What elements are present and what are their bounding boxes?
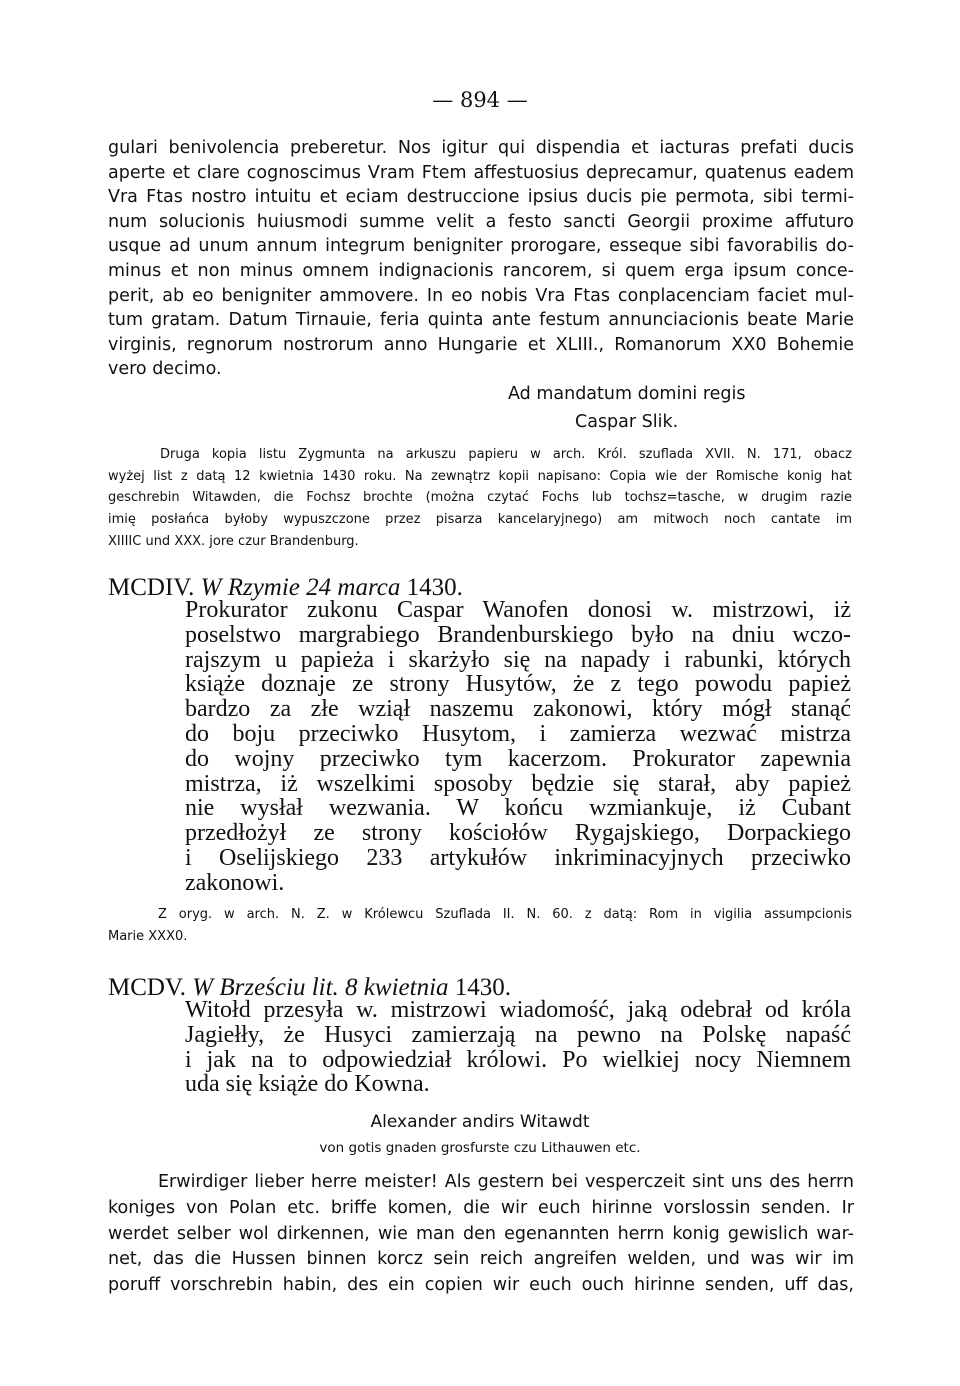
note-line: geschrebin Witawden, die Fochsz brochte (można czytać Fochs lub tochsz=tasche, w drugim razie — [108, 490, 852, 506]
page-number: — 894 — — [432, 88, 528, 112]
letter-sender-title: von gotis gnaden grosfurste czu Lithauwen etc. — [319, 1140, 641, 1156]
note-line: XIIIIC und XXX. jore czur Brandenburg. — [108, 533, 359, 549]
summary-line: poselstwo margrabiego Brandenburskiego było na dniu wczo- — [185, 622, 851, 648]
text-line: Erwirdiger lieber herre meister! Als gestern bei vesperczeit sint uns des herrn — [158, 1172, 854, 1192]
text-line: koniges von Polan etc. briffe komen, die wir euch hirinne vorslossin senden. Ir — [108, 1197, 854, 1218]
text-line: virginis, regnorum nostrorum anno Hungarie et XLIII., Romanorum XX0 Bohemie — [108, 334, 854, 355]
summary-line: bardzo za złe wziął naszemu zakonowi, który mógł stanąć — [185, 697, 851, 722]
text-line: vero decimo. — [108, 359, 222, 380]
text-line: Vra Ftas nostro intuitu et eciam destruccione ipsius ducis pie permota, sibi termi- — [108, 187, 854, 208]
entry-number: MCDV. — [108, 974, 187, 1001]
text-line: gulari benivolencia preberetur. Nos igitur qui dispendia et iacturas prefati ducis — [108, 138, 854, 158]
note-line: Marie XXX0. — [108, 928, 188, 944]
summary-line: uda się książe do Kowna. — [185, 1072, 430, 1098]
text-line: poruff vorschrebin habin, des ein copien wir euch ouch hirinne senden, uff das, — [108, 1275, 854, 1296]
note-line: wyżej list z datą 12 kwietnia 1430 roku. Na zewnątrz kopii napisano: Copia wie der Romische konig hat — [108, 468, 852, 484]
text-line: tum gratam. Datum Tirnauie, feria quinta ante festum annunciacionis beate Marie — [108, 310, 854, 331]
summary-line: rajszym u papieża i skarżyło się na napady i rabunki, których — [185, 647, 851, 673]
text-line: werdet selber wol dirkennen, wie man den egenannten herrn konig gewislich war- — [108, 1223, 854, 1244]
summary-line: przedłożył ze strony kościołów Rygajskiego, Dorpackiego — [185, 821, 851, 846]
entry-place-date: W Rzymie 24 marca — [200, 574, 401, 601]
signature-line-2: Caspar Slik. — [575, 412, 679, 432]
entry-summary — [185, 998, 851, 1097]
entry-year: 1430. — [454, 974, 512, 1001]
signature-line-1: Ad mandatum domini regis — [508, 384, 746, 404]
text-line: net, das die Hussen binnen korcz sein reich angreifen welden, und was wir im — [108, 1249, 854, 1270]
text-line: num solucionis huiusmodi summe velit a festo sancti Georgii proxime affuturo — [108, 211, 854, 232]
entry-year: 1430. — [406, 574, 463, 601]
letter-body — [108, 1170, 854, 1299]
note-line: Druga kopia listu Zygmunta na arkuszu papieru w arch. Król. szuflada XVII. N. 171, obacz — [160, 447, 852, 462]
editorial-note — [108, 444, 852, 553]
source-note — [108, 904, 852, 947]
summary-line: zakonowi. — [185, 870, 285, 896]
entry-summary — [185, 598, 851, 896]
latin-paragraph — [108, 136, 854, 382]
entry-number: MCDIV. — [108, 574, 195, 601]
entry-place-date: W Brześciu lit. 8 kwietnia — [192, 974, 449, 1001]
summary-line: Witołd przesyła w. mistrzowi wiadomość, jaką odebrał od króla — [185, 998, 851, 1023]
text-line: minus et non minus omnem indignacionis rancorem, si quem erga ipsum conce- — [108, 260, 854, 281]
summary-line: Jagiełły, że Husyci zamierzają na pewno na Polskę napaść — [185, 1022, 851, 1048]
text-line: perit, ab eo benigniter ammovere. In eo nobis Vra Ftas conplacenciam faciet mul- — [108, 285, 854, 306]
summary-line: i jak na to odpowiedział królowi. Po wielkiej nocy Niemnem — [185, 1047, 851, 1073]
summary-line: Prokurator zukonu Caspar Wanofen donosi w. mistrzowi, iż — [185, 598, 851, 623]
summary-line: nie wysłał wezwania. W końcu wzmiankuje, iż Cubant — [185, 796, 851, 822]
summary-line: książe doznaje ze strony Husytów, że z tego powodu papież — [185, 672, 851, 698]
summary-line: mistrza, iż wszelkimi sposoby będzie się starał, aby papież — [185, 771, 851, 797]
summary-line: i Oselijskiego 233 artykułów inkriminacyjnych przeciwko — [185, 845, 851, 871]
text-line: usque ad unum annum integrum benigniter prorogare, esseque sibi favorabilis do- — [108, 236, 854, 257]
summary-line: do wojny przeciwko tym kacerzom. Prokurator zapewnia — [185, 746, 851, 772]
note-line: Z oryg. w arch. N. Z. w Królewcu Szuflada II. N. 60. z datą: Rom in vigilia assumpcionis — [158, 907, 852, 922]
note-line: imię posłańca byłoby wypuszczone przez pisarza kancelaryjnego) am mitwoch noch cantate im — [108, 512, 852, 528]
summary-line: do boju przeciwko Husytom, i zamierza wezwać mistrza — [185, 721, 851, 747]
text-line: aperte et clare cognoscimus Vram Ftem affestuosius deprecamur, quatenus eadem — [108, 162, 854, 183]
letter-sender: Alexander andirs Witawdt — [370, 1112, 590, 1132]
